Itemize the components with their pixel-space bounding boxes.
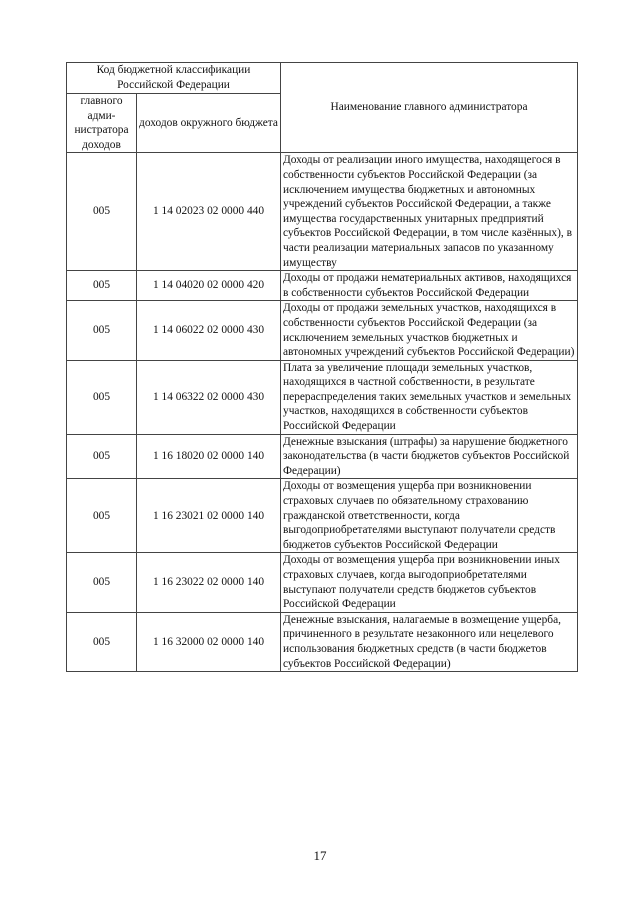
page-number: 17 [313,848,327,863]
table-row [67,301,578,360]
admin-code-cell: 005 [67,553,137,612]
admin-code-cell: 005 [67,360,137,434]
header-main-administrator: главного адми-нистратора доходов [67,94,137,153]
budget-code-cell: 1 14 06322 02 0000 430 [137,360,281,434]
table-row [67,553,578,612]
table-row [67,360,578,434]
admin-code-cell: 005 [67,434,137,479]
budget-code-cell: 1 16 32000 02 0000 140 [137,612,281,671]
administrator-name-cell: Доходы от возмещения ущерба при возникновении страховых случаев по обязательному страхованию гражданской ответственности, когда выгодоприобретателями выступают получатели средств бюджетов субъектов Российской Федерации [281,479,578,553]
administrator-name-cell: Доходы от реализации иного имущества, находящегося в собственности субъектов Российской Федерации (за исключением имущества бюджетных и автономных учреждений субъектов Российской Федерации, а также имущества государственных унитарных предприятий субъектов Российской Федерации, в том числе казённых), в части реализации материальных запасов по указанному имуществу [281,153,578,271]
administrator-name-cell: Плата за увеличение площади земельных участков, находящихся в частной собственности, в результате перераспределения таких земельных участков и земельных участков, находящихся в собственности субъектов Российской Федерации [281,360,578,434]
table-row [67,153,578,271]
table-row [67,612,578,671]
budget-classification-table [66,62,578,672]
table-row [67,479,578,553]
table-row [67,434,578,479]
admin-code-cell: 005 [67,153,137,271]
budget-code-cell: 1 14 06022 02 0000 430 [137,301,281,360]
budget-code-cell: 1 16 18020 02 0000 140 [137,434,281,479]
admin-code-cell: 005 [67,612,137,671]
administrator-name-cell: Денежные взыскания, налагаемые в возмещение ущерба, причиненного в результате незаконного или нецелевого использования бюджетных средств (в части бюджетов субъектов Российской Федерации) [281,612,578,671]
budget-code-cell: 1 16 23022 02 0000 140 [137,553,281,612]
budget-code-cell: 1 14 04020 02 0000 420 [137,271,281,301]
header-district-budget-income: доходов окружного бюджета [137,94,281,153]
administrator-name-cell: Доходы от возмещения ущерба при возникновении иных страховых случаев, когда выгодоприобретателями выступают получатели средств бюджетов субъектов Российской Федерации [281,553,578,612]
administrator-name-cell: Денежные взыскания (штрафы) за нарушение бюджетного законодательства (в части бюджетов субъектов Российской Федерации) [281,434,578,479]
admin-code-cell: 005 [67,271,137,301]
table-header-row [67,63,578,94]
table-body [67,153,578,672]
admin-code-cell: 005 [67,301,137,360]
administrator-name-cell: Доходы от продажи земельных участков, находящихся в собственности субъектов Российской Федерации (за исключением земельных участков бюджетных и автономных учреждений субъектов Российской Федерации) [281,301,578,360]
budget-code-cell: 1 16 23021 02 0000 140 [137,479,281,553]
table-row [67,271,578,301]
header-budget-classification-code: Код бюджетной классификации Российской Федерации [67,63,281,94]
admin-code-cell: 005 [67,479,137,553]
header-administrator-name: Наименование главного администратора [281,63,578,153]
budget-code-cell: 1 14 02023 02 0000 440 [137,153,281,271]
administrator-name-cell: Доходы от продажи нематериальных активов, находящихся в собственности субъектов Российской Федерации [281,271,578,301]
